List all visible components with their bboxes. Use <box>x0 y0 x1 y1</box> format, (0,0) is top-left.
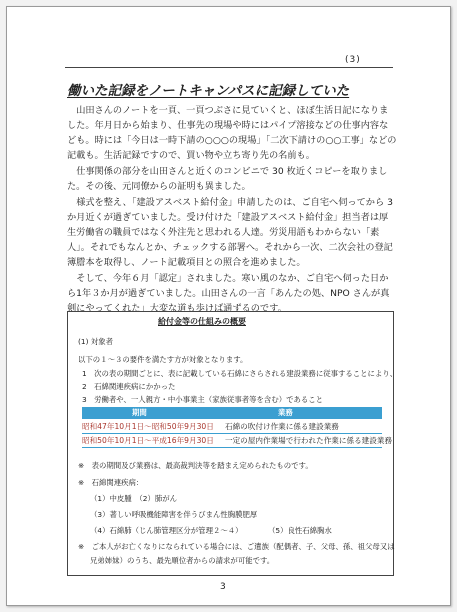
requirements-intro: 以下の１～３の要件を満たす方が対象となります。 <box>78 355 248 364</box>
paragraph-3: 様式を整え、「建設アスベスト給付金」申請したのは、ご自宅へ伺ってから 3か月近くが過ぎていました。受け付けた「建設アスベスト給付金」担当者は厚生労働省の職員ではなく外注先と思われる人達。労災用語もわからない「素人」。それでもなんとか、チェックする部署へ。それから一次、二次会社の登記簿謄本を取得し、ノート記載項目との照合を進めました。 <box>67 197 393 268</box>
page-number: 3 <box>220 582 226 592</box>
paragraph-4: そして、今年６月「認定」されました。寒い風のなか、ご自宅へ伺った日から1年３か月が過ぎていました。山田さんの一言「あんたの処、NPO さんが真剣にやってくれた」大変な道も歩けば通ずるのです。 <box>67 273 390 314</box>
row-work: 一定の屋内作業場で行われた作業に係る建設業務 <box>225 436 393 445</box>
table-row <box>82 420 382 434</box>
table-header <box>82 407 382 419</box>
table-row <box>82 434 393 448</box>
section-number: (3) <box>345 55 361 65</box>
header-rule <box>65 67 393 68</box>
row-work: 石綿の吹付け作業に係る建設業務 <box>225 422 339 431</box>
box-title: 給付金等の仕組みの概要 <box>158 317 246 326</box>
disease-line-1: （1）中皮腫 （2）肺がん <box>90 494 178 503</box>
requirement-2: 2 石綿関連疾病にかかった <box>82 382 176 391</box>
paragraph-1: 山田さんのノートを一頁、一頁つぶさに見ていくと、ほぼ生活日記になりました。年月日から始まり、仕事先の現場や時にはパイプ溶接などの仕事内容なども。時には「今日は一時下請の○○○の現場」「二次下請けの○○工事」などの記載も。生活記録ですので、買い物や立ち寄り先の名前も。 <box>67 105 397 161</box>
paragraph-2: 仕事関係の部分を山田さんと近くのコンビニで 30 枚近くコピーを取りました。その後、元同僚からの証明も異ました。 <box>67 166 388 192</box>
disease-line-2: （3）著しい呼吸機能障害を伴うびまん性胸膜肥厚 <box>90 510 258 519</box>
document-page <box>6 6 451 606</box>
requirement-1: 1 次の表の期間ごとに、表に記載している石綿にさらされる建設業務に従事することにより、 <box>82 369 398 378</box>
disease-line-3: （4）石綿肺（じん肺管理区分が管理２～４） <box>90 526 243 535</box>
article-body <box>67 103 397 317</box>
benefit-overview-box <box>67 311 398 576</box>
note-bereaved: ※ ご本人がお亡くなりになられている場合には、ご遺族（配偶者、子、父母、孫、祖父母又は <box>78 542 395 551</box>
article-title: 働いた記録をノートキャンパスに記録していた <box>67 83 350 99</box>
note-diseases: ※ 石綿関連疾病： <box>78 478 144 487</box>
section-heading: (1) 対象者 <box>78 337 113 346</box>
disease-line-3b: （5）良性石綿胸水 <box>268 526 332 535</box>
note-bereaved-cont: 兄弟姉妹）のうち、最先順位者からの請求が可能です。 <box>90 556 275 565</box>
requirement-3: 3 労働者や、一人親方・中小事業主（家族従事者等を含む）であること <box>82 395 324 404</box>
row-period: 昭和50年10月1日～平成16年9月30日 <box>82 436 214 445</box>
column-header-work: 業務 <box>278 408 293 417</box>
note-period: ※ 表の期間及び業務は、最高裁判決等を踏まえ定められたものです。 <box>78 461 313 470</box>
column-header-period: 期間 <box>132 408 147 417</box>
row-period: 昭和47年10月1日～昭和50年9月30日 <box>82 422 214 431</box>
